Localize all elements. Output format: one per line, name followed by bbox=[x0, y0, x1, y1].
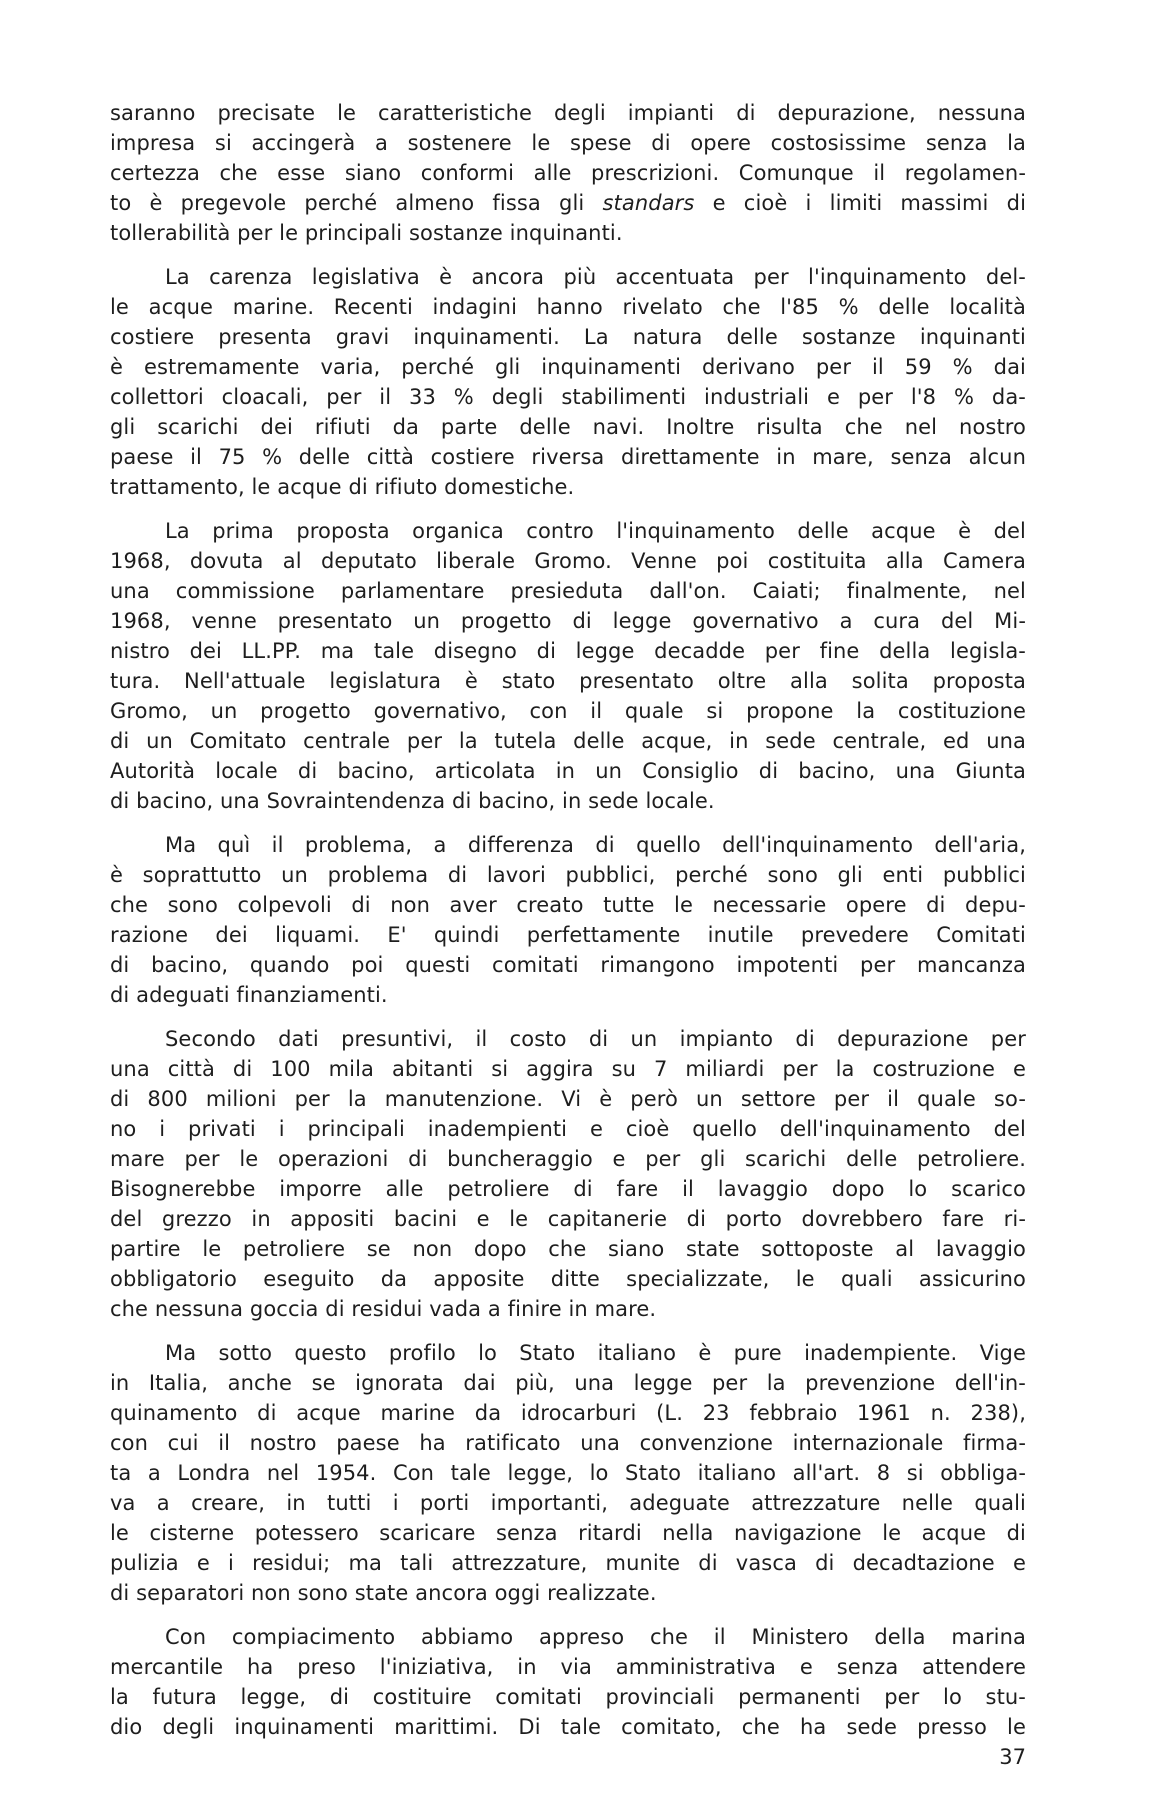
text-line: obbligatorio eseguito da apposite ditte specializzate, le quali assicurino bbox=[110, 1267, 1026, 1291]
text-line: saranno precisate le caratteristiche degli impianti di depurazione, nessuna bbox=[110, 101, 1026, 125]
text-line: che sono colpevoli di non aver creato tutte le necessarie opere di depu- bbox=[110, 893, 1026, 917]
text-line: 1968, dovuta al deputato liberale Gromo. Venne poi costituita alla Camera bbox=[110, 549, 1026, 573]
text-line: pulizia e i residui; ma tali attrezzature, munite di vasca di decadtazione e bbox=[110, 1551, 1026, 1575]
text-line: collettori cloacali, per il 33 % degli stabilimenti industriali e per l'8 % da- bbox=[110, 385, 1026, 409]
text-line: gli scarichi dei rifiuti da parte delle navi. Inoltre risulta che nel nostro bbox=[110, 415, 1026, 439]
body-text bbox=[110, 98, 1026, 1742]
text-line: ta a Londra nel 1954. Con tale legge, lo Stato italiano all'art. 8 si obbliga- bbox=[110, 1461, 1026, 1485]
text-line: è soprattutto un problema di lavori pubblici, perché sono gli enti pubblici bbox=[110, 863, 1026, 887]
paragraph bbox=[110, 98, 1026, 248]
text-line: nistro dei LL.PP. ma tale disegno di legge decadde per fine della legisla- bbox=[110, 639, 1026, 663]
text-line: Secondo dati presuntivi, il costo di un impianto di depurazione per bbox=[165, 1027, 1026, 1051]
text-line: impresa si accingerà a sostenere le spese di opere costosissime senza la bbox=[110, 131, 1026, 155]
text-line: Autorità locale di bacino, articolata in un Consiglio di bacino, una Giunta bbox=[110, 759, 1026, 783]
paragraph bbox=[110, 1622, 1026, 1742]
text-line: razione dei liquami. E' quindi perfettamente inutile prevedere Comitati bbox=[110, 923, 1026, 947]
text-line: del grezzo in appositi bacini e le capitanerie di porto dovrebbero fare ri- bbox=[110, 1207, 1026, 1231]
text-line: le cisterne potessero scaricare senza ritardi nella navigazione le acque di bbox=[110, 1521, 1026, 1545]
text-line: to è pregevole perché almeno fissa gli standars e cioè i limiti massimi di bbox=[110, 191, 1026, 215]
text-line: Bisognerebbe imporre alle petroliere di fare il lavaggio dopo lo scarico bbox=[110, 1177, 1026, 1201]
text-line: va a creare, in tutti i porti importanti, adeguate attrezzature nelle quali bbox=[110, 1491, 1026, 1515]
text-line: la futura legge, di costituire comitati provinciali permanenti per lo stu- bbox=[110, 1685, 1026, 1709]
text-line: Ma quì il problema, a differenza di quello dell'inquinamento dell'aria, bbox=[165, 833, 1026, 857]
text-line: di un Comitato centrale per la tutela delle acque, in sede centrale, ed una bbox=[110, 729, 1026, 753]
text-line: di separatori non sono state ancora oggi realizzate. bbox=[110, 1581, 657, 1605]
text-line: con cui il nostro paese ha ratificato una convenzione internazionale firma- bbox=[110, 1431, 1026, 1455]
text-line: una commissione parlamentare presieduta dall'on. Caiati; finalmente, nel bbox=[110, 579, 1026, 603]
text-line: è estremamente varia, perché gli inquinamenti derivano per il 59 % dai bbox=[110, 355, 1026, 379]
text-line: di 800 milioni per la manutenzione. Vi è però un settore per il quale so- bbox=[110, 1087, 1026, 1111]
text-line: una città di 100 mila abitanti si aggira su 7 miliardi per la costruzione e bbox=[110, 1057, 1026, 1081]
text-line: La carenza legislativa è ancora più accentuata per l'inquinamento del- bbox=[165, 265, 1026, 289]
text-line: certezza che esse siano conformi alle prescrizioni. Comunque il regolamen- bbox=[110, 161, 1026, 185]
text-line: paese il 75 % delle città costiere riversa direttamente in mare, senza alcun bbox=[110, 445, 1026, 469]
text-line: in Italia, anche se ignorata dai più, una legge per la prevenzione dell'in- bbox=[110, 1371, 1026, 1395]
text-line: partire le petroliere se non dopo che siano state sottoposte al lavaggio bbox=[110, 1237, 1026, 1261]
paragraph bbox=[110, 830, 1026, 1010]
paragraph bbox=[110, 262, 1026, 502]
paragraph bbox=[110, 1024, 1026, 1324]
text-line: di bacino, quando poi questi comitati rimangono impotenti per mancanza bbox=[110, 953, 1026, 977]
text-line: Con compiacimento abbiamo appreso che il Ministero della marina bbox=[165, 1625, 1026, 1649]
text-line: Gromo, un progetto governativo, con il quale si propone la costituzione bbox=[110, 699, 1026, 723]
page-number: 37 bbox=[999, 1745, 1026, 1769]
text-line: di bacino, una Sovraintendenza di bacino, in sede locale. bbox=[110, 789, 715, 813]
paragraph bbox=[110, 516, 1026, 816]
text-line: mercantile ha preso l'iniziativa, in via amministrativa e senza attendere bbox=[110, 1655, 1026, 1679]
text-line: le acque marine. Recenti indagini hanno rivelato che l'85 % delle località bbox=[110, 295, 1026, 319]
text-line: 1968, venne presentato un progetto di legge governativo a cura del Mi- bbox=[110, 609, 1026, 633]
text-line: mare per le operazioni di buncheraggio e per gli scarichi delle petroliere. bbox=[110, 1147, 1026, 1171]
text-line: dio degli inquinamenti marittimi. Di tale comitato, che ha sede presso le bbox=[110, 1715, 1026, 1739]
text-line: che nessuna goccia di residui vada a finire in mare. bbox=[110, 1297, 657, 1321]
text-line: quinamento di acque marine da idrocarburi (L. 23 febbraio 1961 n. 238), bbox=[110, 1401, 1026, 1425]
text-line: di adeguati finanziamenti. bbox=[110, 983, 388, 1007]
text-line: costiere presenta gravi inquinamenti. La natura delle sostanze inquinanti bbox=[110, 325, 1026, 349]
text-line: tollerabilità per le principali sostanze inquinanti. bbox=[110, 221, 623, 245]
text-line: Ma sotto questo profilo lo Stato italiano è pure inadempiente. Vige bbox=[165, 1341, 1026, 1365]
text-line: trattamento, le acque di rifiuto domestiche. bbox=[110, 475, 575, 499]
paragraph bbox=[110, 1338, 1026, 1608]
text-line: tura. Nell'attuale legislatura è stato presentato oltre alla solita proposta bbox=[110, 669, 1026, 693]
text-line: no i privati i principali inadempienti e cioè quello dell'inquinamento del bbox=[110, 1117, 1026, 1141]
text-line: La prima proposta organica contro l'inquinamento delle acque è del bbox=[165, 519, 1026, 543]
